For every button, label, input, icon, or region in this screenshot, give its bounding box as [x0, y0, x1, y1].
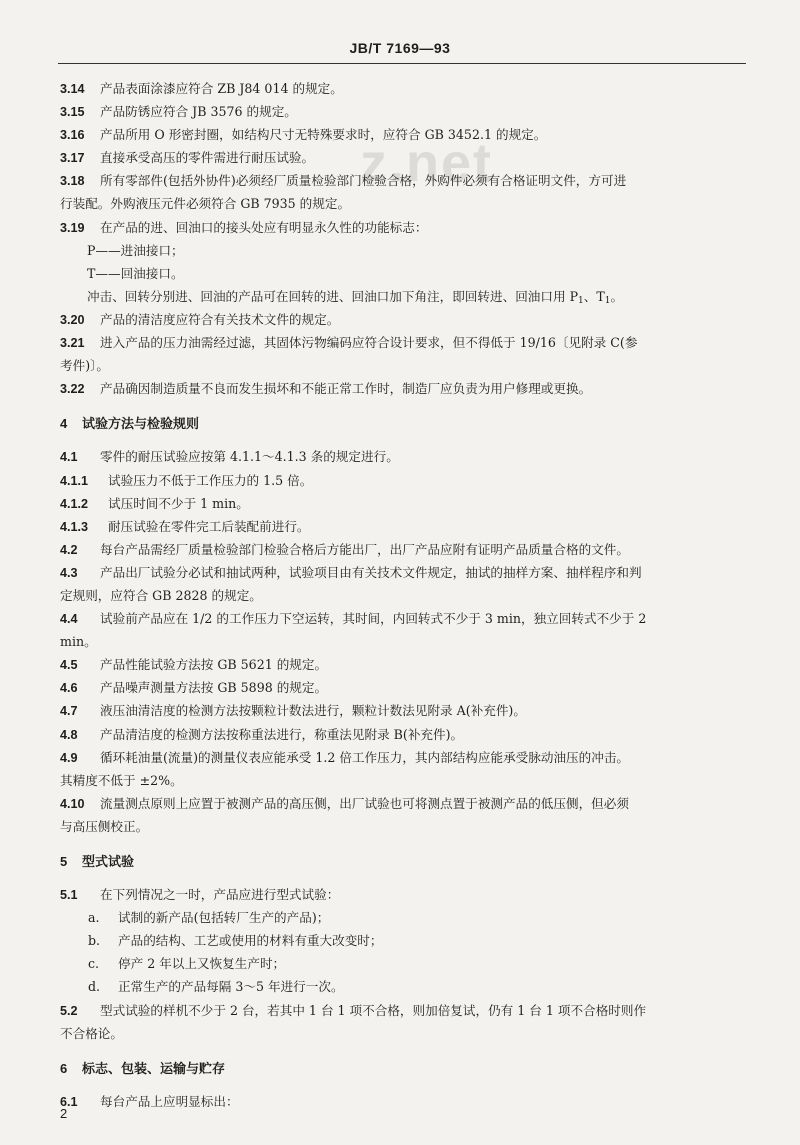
clause-3-18: 3.18 所有零部件(包括外协件)必须经厂质量检验部门检验合格，外购件必须有合格证明文件，方可进	[60, 173, 627, 189]
header-rule	[58, 63, 746, 64]
clause-5-1: 5.1 在下列情况之一时，产品应进行型式试验：	[60, 887, 340, 903]
clause-3-21-cont: 考件)〕。	[60, 358, 109, 374]
clause-4-9-cont: 其精度不低于 ±2%。	[60, 772, 183, 788]
clause-4-4: 4.4 试验前产品应在 1/2 的工作压力下空运转，其时间，内回转式不少于 3 min，独立回转式不少于 2	[60, 611, 647, 627]
port-t-line: T——回油接口。	[87, 265, 184, 281]
clause-4-9: 4.9 循环耗油量(流量)的测量仪表应能承受 1.2 倍工作压力，其内部结构应能承受脉动油压的冲击。	[60, 749, 630, 765]
clause-4-5: 4.5 产品性能试验方法按 GB 5621 的规定。	[60, 657, 328, 673]
document-body	[60, 77, 750, 1113]
clause-4-3-cont: 定规则，应符合 GB 2828 的规定。	[60, 587, 262, 603]
list-item-a: a. 试制的新产品(包括转厂生产的产品)；	[88, 910, 330, 926]
clause-3-22: 3.22 产品确因制造质量不良而发生损坏和不能正常工作时，制造厂应负责为用户修理或更换。	[60, 381, 592, 397]
section-5-heading: 5 型式试验	[60, 854, 135, 869]
clause-4-4-cont: min。	[60, 634, 97, 650]
clause-4-1-2: 4.1.2 试压时间不少于 1 min。	[60, 495, 249, 511]
watermark: z.net	[360, 133, 494, 193]
clause-4-1: 4.1 零件的耐压试验应按第 4.1.1～4.1.3 条的规定进行。	[60, 449, 399, 465]
clause-3-17: 3.17 直接承受高压的零件需进行耐压试验。	[60, 150, 315, 166]
clause-4-6: 4.6 产品噪声测量方法按 GB 5898 的规定。	[60, 680, 328, 696]
clause-3-21: 3.21 进入产品的压力油需经过滤，其固体污物编码应符合设计要求，但不得低于 19/16〔见附录 C(参	[60, 335, 638, 351]
clause-4-1-3: 4.1.3 耐压试验在零件完工后装配前进行。	[60, 518, 310, 534]
clause-5-2: 5.2 型式试验的样机不少于 2 台，若其中 1 台 1 项不合格，则加倍复试，仍有 1 台 1 项不合格时则作	[60, 1002, 647, 1018]
list-item-d: d. 正常生产的产品每隔 3～5 年进行一次。	[88, 979, 344, 995]
clause-4-8: 4.8 产品清洁度的检测方法按称重法进行，称重法见附录 B(补充件)。	[60, 726, 464, 742]
clause-3-20: 3.20 产品的清洁度应符合有关技术文件的规定。	[60, 311, 340, 327]
section-6-heading: 6 标志、包装、运输与贮存	[60, 1060, 226, 1076]
clause-3-19: 3.19 在产品的进、回油口的接头处应有明显永久性的功能标志：	[60, 219, 428, 235]
clause-4-10: 4.10 流量测点原则上应置于被测产品的高压侧，出厂试验也可将测点置于被测产品的低压侧，但必须	[60, 795, 629, 811]
clause-4-1-1: 4.1.1 试验压力不低于工作压力的 1.5 倍。	[60, 472, 313, 488]
clause-5-2-cont: 不合格论。	[60, 1025, 123, 1041]
impact-note-line: 冲击、回转分别进、回油的产品可在回转的进、回油口加下角注，即回转进、回油口用 $P_1$、$T_1$。	[87, 288, 624, 306]
clause-4-2: 4.2 每台产品需经厂质量检验部门检验合格后方能出厂，出厂产品应附有证明产品质量合格的文件。	[60, 541, 629, 557]
clause-3-16: 3.16 产品所用 O 形密封圈，如结构尺寸无特殊要求时，应符合 GB 3452.1 的规定。	[60, 127, 547, 143]
clause-4-7: 4.7 液压油清洁度的检测方法按颗粒计数法进行，颗粒计数法见附录 A(补充件)。	[60, 703, 526, 719]
clause-4-10-cont: 与高压侧校正。	[60, 818, 149, 834]
standard-code-header: JB/T 7169—93	[349, 40, 451, 56]
list-item-b: b. 产品的结构、工艺或使用的材料有重大改变时；	[88, 933, 383, 949]
page-number: 2	[60, 1106, 68, 1121]
clause-6-1: 6.1 每台产品上应明显标出：	[60, 1093, 239, 1109]
clause-3-15: 3.15 产品防锈应符合 JB 3576 的规定。	[60, 104, 297, 120]
clause-3-18-cont: 行装配。外购液压元件必须符合 GB 7935 的规定。	[60, 196, 351, 212]
list-item-c: c. 停产 2 年以上又恢复生产时；	[88, 956, 286, 972]
port-p-line: P——进油接口；	[87, 242, 184, 258]
clause-3-14: 3.14 产品表面涂漆应符合 ZB J84 014 的规定。	[60, 81, 343, 96]
clause-4-3: 4.3 产品出厂试验分必试和抽试两种，试验项目由有关技术文件规定，抽试的抽样方案、抽样程序和判	[60, 564, 642, 580]
section-4-heading: 4 试验方法与检验规则	[60, 416, 200, 432]
